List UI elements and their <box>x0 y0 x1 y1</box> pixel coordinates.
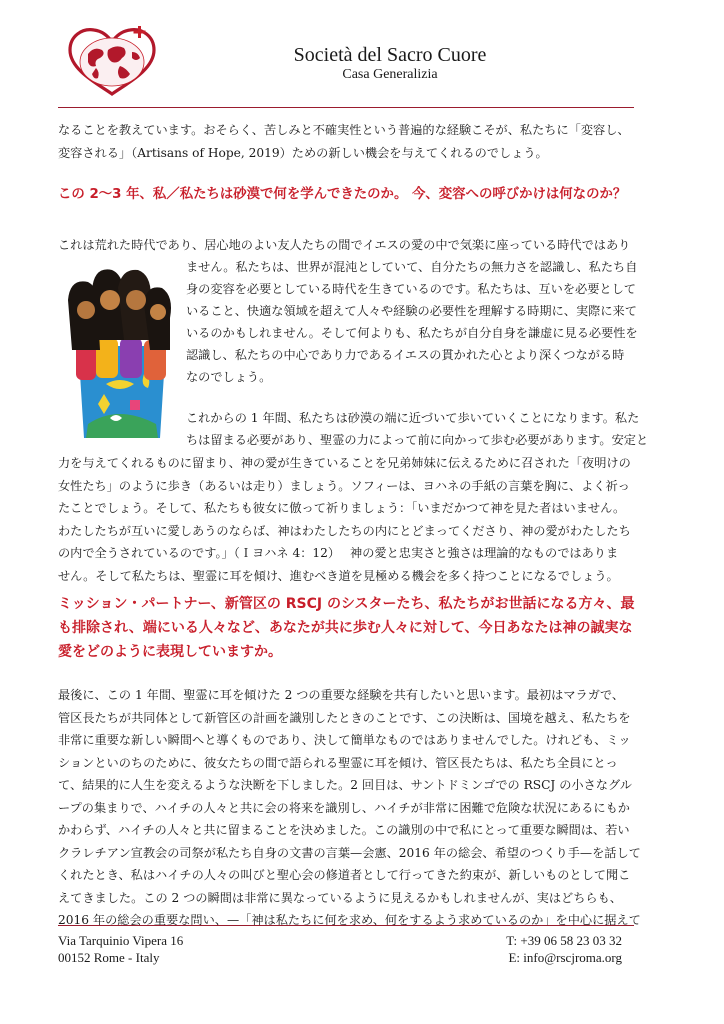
footer-divider <box>58 925 634 926</box>
text-line: て、結果的に人生を変えるような決断を下しました。2 回目は、サントドミンゴでの RSCJ の小さなグル <box>58 778 632 792</box>
text-line: なることを教えています。おそらく、苦しみと不確実性という普遍的な経験こそが、私たちに「変容し、 <box>58 123 630 137</box>
figurine-photo <box>58 254 182 438</box>
text-line: せん。そして私たちは、聖霊に耳を傾け、進むべき道を見極める機会を多く持つことになるでしょう。 <box>58 568 619 583</box>
text-line: 管区長たちが共同体として新管区の計画を識別したときのことです、この決断は、国境を越え、私たちを <box>58 710 631 725</box>
text-line: 認識し、私たちの中心であり力であるイエスの貫かれた心とより深くつながる時 <box>186 348 625 362</box>
text-line: たことでしょう。そして、私たちも彼女に倣って祈りましょう：「いまだかつて神を見た者はいません。 <box>58 501 626 515</box>
text-line: いるのかもしれません。そして何よりも、私たちが自分自身を謙虚に見る必要性を <box>186 326 638 340</box>
paragraph-coming-year <box>58 452 670 587</box>
text-line: 女性たち」のように歩き（あるいは走り）ましょう。ソフィーは、ヨハネの手紙の言葉を胸に、よく祈っ <box>58 478 630 493</box>
footer-address <box>58 932 183 966</box>
text-line: えてきました。この 2 つの瞬間は非常に異なっているように見えるかもしれませんが、実はどちらも、 <box>58 890 622 905</box>
contact-phone: T: +39 06 58 23 03 32 <box>506 933 622 948</box>
paragraph-desert-first-line: これは荒れた時代であり、居心地のよい友人たちの間でイエスの愛の中で気楽に座っている時代ではあり <box>58 238 631 252</box>
heading-line: 愛をどのように表現していますか。 <box>58 644 282 660</box>
text-line: ません。私たちは、世界が混沌としていて、自分たちの無力さを認識し、私たち自 <box>186 260 638 274</box>
text-line: の内で全うされているのです。」（Ｉヨハネ 4：12） 神の愛と忠実さと強さは理論的なものではありま <box>58 546 619 560</box>
text-line: わたしたちが互いに愛しあうのならば、神はわたしたちの内にとどまってくださり、神の愛がわたしたち <box>58 523 631 538</box>
text-line: なのでしょう。 <box>186 370 272 384</box>
paragraph-experiences <box>58 684 670 932</box>
heading-line: ミッション・パートナー、新管区の RSCJ のシスターたち、私たちがお世話になる方々、最 <box>58 596 635 612</box>
text-line: くれたとき、私はハイチの人々の叫びと聖心会の修道者として行ってきた約束が、新しいものとして聞こ <box>58 868 631 882</box>
text-line: これからの 1 年間、私たちは砂漠の端に近づいて歩いていくことになります。私た <box>186 411 640 425</box>
address-street: Via Tarquinio Vipera 16 <box>58 933 184 948</box>
heading-line: も排除され、端にいる人々など、あなたが共に歩む人々に対して、今日あなたは神の誠実な <box>58 620 633 636</box>
organization-subtitle: Casa Generalizia <box>342 67 438 82</box>
text-line: 変容される」（Artisans of Hope, 2019）ための新しい機会を与えてくれるのでしょう。 <box>58 145 548 160</box>
header-divider <box>58 107 634 108</box>
text-line: ションといのちのために、彼女たちの間で語られる聖霊に耳を傾け、管区長たちは、私たち全員にとっ <box>58 755 618 770</box>
text-line: かわらず、ハイチの人々と共に留まることを決めました。この識別の中で私にとって重要な瞬間は、若い <box>58 823 630 837</box>
text-line: ープの集まりで、ハイチの人々と共に会の将来を識別し、ハイチが非常に困難で危険な状況にあるにもか <box>58 800 630 815</box>
text-line: 2016 年の総会の重要な問い、—「神は私たちに何を求め、何をするよう求めているのか」を中心に据えて <box>58 913 641 927</box>
section-heading-mission <box>58 592 670 664</box>
footer-contact <box>490 932 622 966</box>
text-line: いること、快適な領域を超えて人々や経験の必要性を理解する時期に、実際に来て <box>186 304 637 318</box>
heart-globe-logo-icon <box>58 22 166 98</box>
text-line: 最後に、この 1 年間、聖霊に耳を傾けた 2 つの重要な経験を共有したいと思います。最初はマラガで、 <box>58 688 625 702</box>
text-line: 非常に重要な新しい瞬間へと導くものであり、決して簡単なものではありませんでした。けれども、ミッ <box>58 733 631 747</box>
text-line: ちは留まる必要があり、聖霊の力によって前に向かって歩む必要があります。安定と <box>186 433 649 447</box>
text-line: クラレチアン宣教会の司祭が私たち自身の文書の言葉—会憲、2016 年の総会、希望のつくり手—を話して <box>58 845 641 860</box>
text-line: 力を与えてくれるものに留まり、神の愛が生きていることを兄弟姉妹に伝えるために召された「夜明けの <box>58 456 631 470</box>
intro-paragraph <box>58 119 670 164</box>
organization-header <box>240 44 540 84</box>
section-heading-desert: この 2〜3 年、私／私たちは砂漠で何を学んできたのか。 今、変容への呼びかけは何なのか？ <box>58 187 627 202</box>
address-city: 00152 Rome - Italy <box>58 950 160 965</box>
contact-email[interactable]: E: info@rscjroma.org <box>508 950 622 965</box>
text-line: 身の変容を必要としている時代を生きているのです。私たちは、互いを必要として <box>186 282 636 296</box>
organization-name: Società del Sacro Cuore <box>293 44 487 66</box>
